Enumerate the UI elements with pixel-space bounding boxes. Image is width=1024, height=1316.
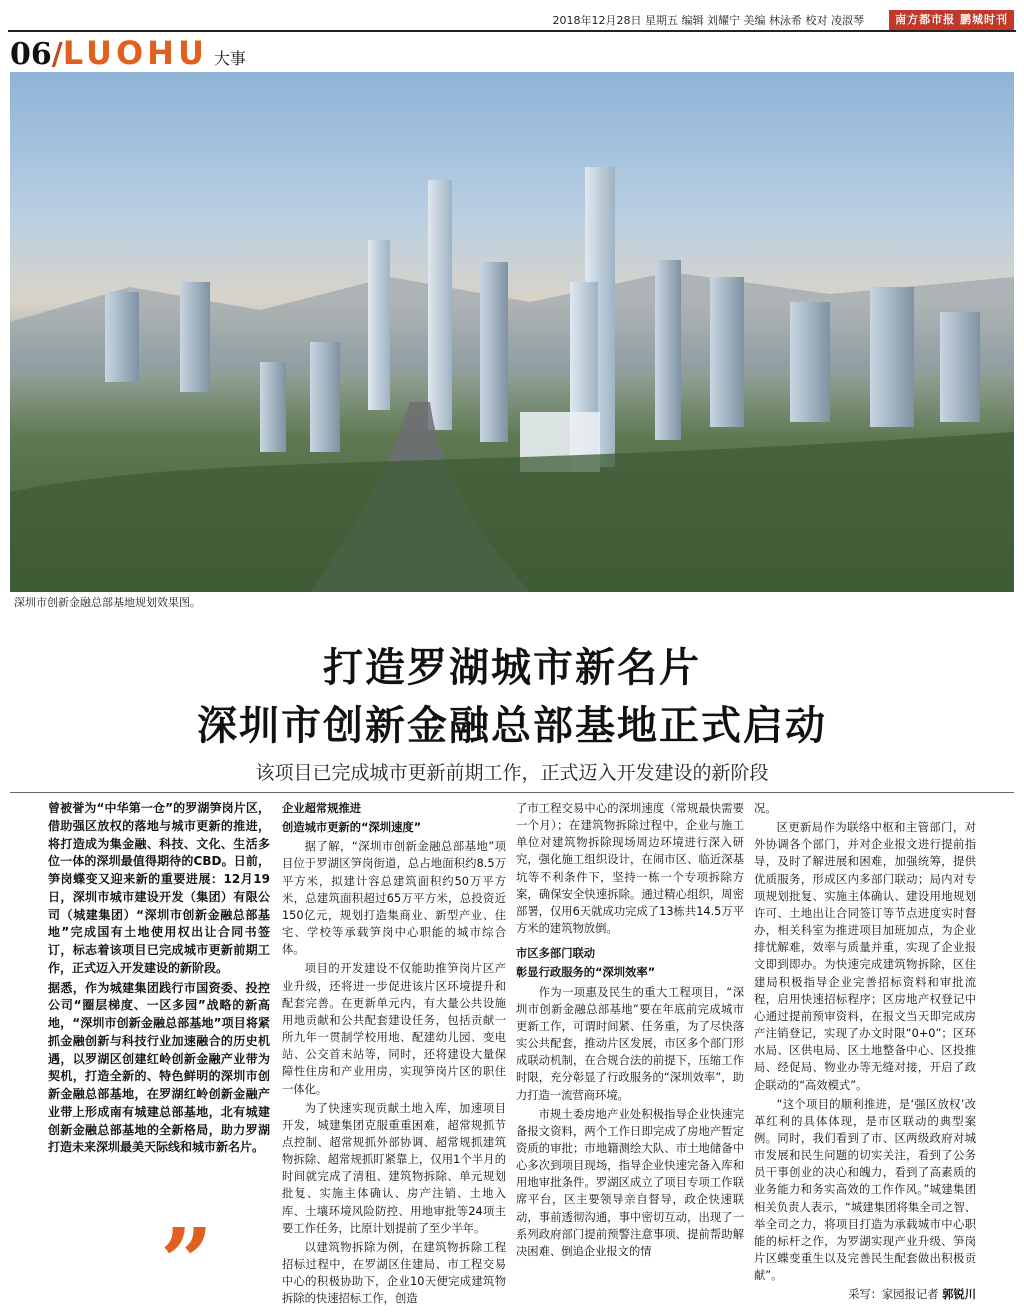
section-slash: / [51,37,63,72]
body-paragraph: 了市工程交易中心的深圳速度（常规最快需要一个月）；在建筑物拆除过程中，企业与施工单位对建筑物拆除现场周边环境进行深入研究，强化施工组织设计，在闹市区、临近深基坑等不利条件下，坚持一栋一个专项拆除方案，确保安全快速拆除。通过精心组织，周密部署，仅用6天就成功完成了13栋共14.5万平方米的建筑物放倒。 [516,802,744,936]
article-column-1 [48,800,270,1159]
article-column-4 [754,800,976,1306]
body-paragraph: 区更新局作为联络中枢和主管部门，对外协调各个部门，并对企业报文进行提前指导，及时了解进展和困难，加强统筹，提供优质服务，形成区内多部门联动；局内对专项规划批复、实施主体确认、建设用地规划许可、土地出让合同签订等节点进度实时督办，相关科室为推进项目加班加点，为企业排忧解难，效率与质量并重，实现了企业报文即到即办。为快速完成建筑物拆除，区住建局积极指导企业完善招标资料和审批流程，启用快速招标程序；区房地产权登记中心通过提前预审资料，在报文当天即完成房产注销登记，实现了办文时限“0+0”；区环水局、区供电局、区土地整备中心、区投推局、经促局、物业办等无缝对接，开启了政企联动的“高效模式”。 [754,821,976,1092]
section-label [10,34,246,74]
article-column-2 [282,800,506,1310]
city-skyline-illustration [10,72,1014,592]
body-paragraph: 况。 [754,802,777,815]
body-paragraph: 市规土委房地产业处积极指导企业快速完备报文资料，两个工作日即完成了房地产暂定资质的审批；市地籍测绘大队、市土地储备中心多次到项目现场，指导企业快速完备入库和用地审批条件。罗湖区成立了项目专项工作联席平台，区主要领导亲自督导，政企快速联动，事前透彻沟通，事中密切互动，出现了一系列政府部门提前预警注意事项、提前帮助解决困难、倒追企业报文的情 [516,1107,744,1258]
quote-mark-icon: ” [160,1208,213,1316]
page-header [0,8,1024,32]
headline-subtitle: 该项目已完成城市更新前期工作，正式迈入开发建设的新阶段 [255,762,769,784]
issue-meta: 2018年12月28日 星期五 编辑 刘耀宁 美编 林泳希 校对 凌淑琴 [552,14,864,27]
page-number: 06 [10,37,52,72]
lead-paragraph: 据悉，作为城建集团践行市国资委、投控公司“圈层梯度、一区多园”战略的新高地，“深圳市创新金融总部基地”项目将紧抓金融创新与科技行业加速融合的历史机遇，以罗湖区创建红岭创新金融产业带为契机，打造全新的、特色鲜明的深圳市创新金融总部基地，在罗湖红岭创新金融产业带上形成南有城建总部基地，北有城建创新金融总部基地的全新格局，助力罗湖打造未来深圳最美天际线和城市新名片。 [48,980,270,1155]
section-area: LUOHU [62,34,208,72]
section-category: 大事 [213,49,246,68]
body-paragraph: 作为一项惠及民生的重大工程项目，“深圳市创新金融总部基地”要在年底前完成城市更新工作，可谓时间紧、任务重，为了尽快落实公共配套，推动片区发展，市区多个部门形成联动机制，在合规合法的前提下，压缩工作时限，充分彰显了行政服务的“深圳效率”，助力打造一流营商环境。 [516,985,744,1102]
body-paragraph: 以建筑物拆除为例，在建筑物拆除工程招标过程中，在罗湖区住建局、市工程交易中心的积极协助下，企业10天便完成建筑物拆除的快速招标工作，创造 [282,1240,506,1306]
photo-caption: 深圳市创新金融总部基地规划效果图。 [14,596,201,609]
body-paragraph: 项目的开发建设不仅能助推笋岗片区产业升级，还将进一步促进该片区环境提升和配套完善。在更新单元内，有大量公共设施用地贡献和公共配套建设任务，包括贡献一所九年一贯制学校用地、配建幼儿园、变电站、公交首末站等，同时，还将建设大量保障性住房和产业用房，实现笋岗片区的职住一体化。 [282,962,506,1096]
author-byline [754,1286,976,1303]
subheading: 彰显行政服务的“深圳效率” [516,966,656,980]
body-paragraph: 为了快速实现贡献土地入库，加速项目开发，城建集团克服重重困难，超常规抓节点控制、超常规抓外部协调、超常规抓建筑物拆除、超常规抓盯紧靠上，仅用1个半月的时间就完成了清租、建筑物拆除、单元规划批复、实施主体确认、房产注销、土地入库、土壤环境风险防控、用地审批等24项主要工作任务，比原计划提前了至少半年。 [282,1101,506,1235]
lead-paragraph: 曾被誉为“中华第一仓”的罗湖笋岗片区，借助强区放权的落地与城市更新的推进，将打造成为集金融、科技、文化、生活多位一体的深圳最值得期待的CBD。日前，笋岗蝶变又迎来新的重要进展：12月19日，深圳市城市建设开发（集团）有限公司（城建集团）“深圳市创新金融总部基地”完成国有土地使用权出让合同书签订，标志着该项目已完成城市更新前期工作，正式迈入开发建设的新阶段。 [48,801,270,975]
rendering-photo [10,72,1014,592]
author-name: 郭锐川 [942,1288,976,1302]
headline-line-1: 打造罗湖城市新名片 [323,645,701,691]
headline-divider [10,792,1014,793]
headline-line-2: 深圳市创新金融总部基地正式启动 [197,703,827,749]
byline-label: 采写：家园报记者 [848,1288,939,1302]
article-column-3 [516,800,744,1262]
subheading: 企业超常规推进 [282,802,362,815]
newspaper-brand-logo: 南方都市报 鹏城时刊 [889,10,1014,30]
subheading: 市区多部门联动 [516,947,596,961]
body-paragraph: 据了解，“深圳市创新金融总部基地”项目位于罗湖区笋岗街道，总占地面积约8.5万平方米，拟建计容总建筑面积约50万平方米，总建筑面积超过65万平方米，总投资近150亿元，规划打造集商业、新型产业、住宅、学校等承载笋岗中心职能的城市综合体。 [282,840,506,957]
subheading: 创造城市更新的“深圳速度” [282,821,422,835]
body-paragraph: “这个项目的顺利推进，是‘强区放权’改革红利的具体体现，是市区联动的典型案例。同时，我们看到了市、区两级政府对城市发展和民生问题的切实关注，看到了公务员干事创业的决心和魄力，看到了高素质的业务能力和务实高效的工作作风。”城建集团相关负责人表示，“城建集团将集全司之智、举全司之力，将项目打造为承载城市中心职能的标杆之作，为罗湖实现产业升级、笋岗片区蝶变重生以及完善民生配套做出积极贡献”。 [754,1097,976,1283]
header-divider [8,30,1016,32]
